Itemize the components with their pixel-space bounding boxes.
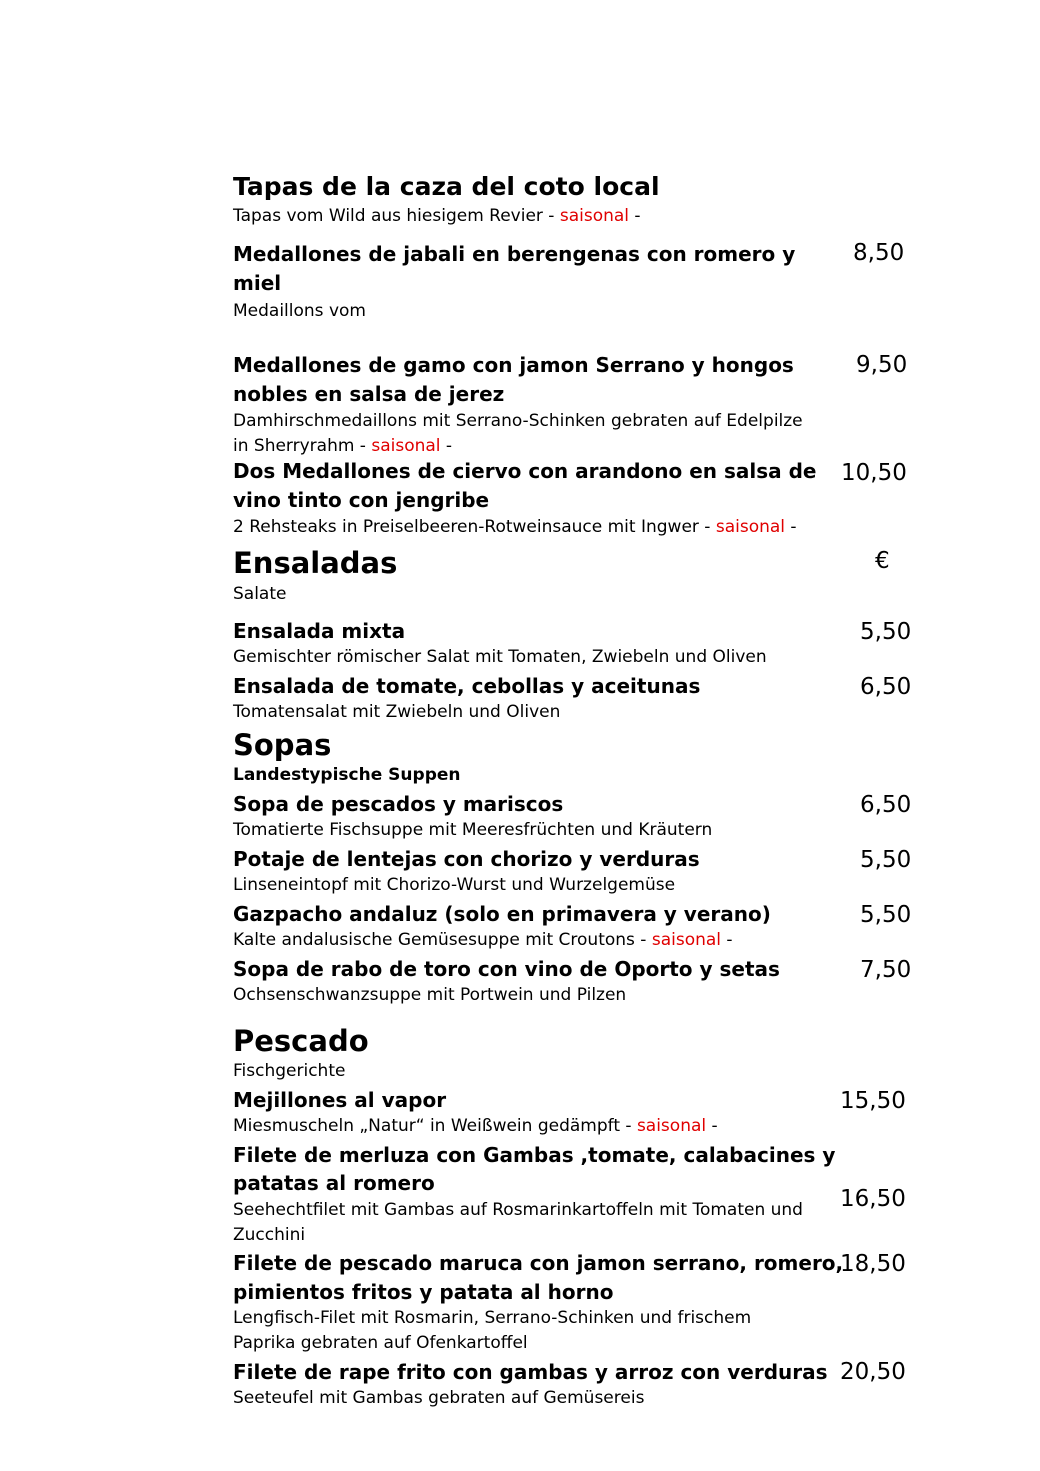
dish-price: 5,50 xyxy=(860,902,912,928)
section-subtitle-ensaladas: Salate xyxy=(233,584,287,604)
dish-description: Kalte andalusische Gemüsesuppe mit Croutons - saisonal - xyxy=(233,930,733,950)
dish-name-line2: pimientos fritos y patata al horno xyxy=(233,1280,614,1304)
dish-price: 9,50 xyxy=(856,352,908,378)
seasonal-label: saisonal xyxy=(371,436,441,456)
dish-name-line2: miel xyxy=(233,271,282,295)
dish-name-line2: patatas al romero xyxy=(233,1171,435,1195)
dish-price: 10,50 xyxy=(841,460,907,486)
section-subtitle-sopas: Landestypische Suppen xyxy=(233,765,461,785)
dish-description: Damhirschmedaillons mit Serrano-Schinken gebraten auf Edelpilze xyxy=(233,411,803,431)
dish-description: Ochsenschwanzsuppe mit Portwein und Pilzen xyxy=(233,985,627,1005)
dish-description: 2 Rehsteaks in Preiselbeeren-Rotweinsauce mit Ingwer - saisonal - xyxy=(233,517,797,537)
currency-label: € xyxy=(875,548,890,574)
dish-name: Medallones de jabali en berengenas con romero y xyxy=(233,242,796,266)
dish-description: Medaillons vom xyxy=(233,301,366,321)
dish-price: 5,50 xyxy=(860,847,912,873)
dish-name: Gazpacho andaluz (solo en primavera y verano) xyxy=(233,902,771,926)
dish-description: Tomatensalat mit Zwiebeln und Oliven xyxy=(233,702,561,722)
dish-price: 8,50 xyxy=(853,240,905,266)
dish-name: Potaje de lentejas con chorizo y verduras xyxy=(233,847,700,871)
dish-name: Ensalada de tomate, cebollas y aceitunas xyxy=(233,674,701,698)
section-title-ensaladas: Ensaladas xyxy=(233,546,398,580)
seasonal-label: saisonal xyxy=(636,1116,707,1136)
dish-name: Ensalada mixta xyxy=(233,619,406,643)
section-title-tapas: Tapas de la caza del coto local xyxy=(233,172,660,201)
dish-price: 20,50 xyxy=(840,1359,906,1385)
dish-price: 5,50 xyxy=(860,619,912,645)
dish-name-line2: nobles en salsa de jerez xyxy=(233,382,505,406)
dish-name: Filete de merluza con Gambas ,tomate, calabacines y xyxy=(233,1143,836,1167)
section-subtitle-pescado: Fischgerichte xyxy=(233,1061,346,1081)
dish-description: Lengfisch-Filet mit Rosmarin, Serrano-Schinken und frischem xyxy=(233,1308,752,1328)
dish-name-line2: vino tinto con jengribe xyxy=(233,488,490,512)
seasonal-label: saisonal xyxy=(559,206,630,226)
dish-description-line2: in Sherryrahm - saisonal - xyxy=(233,436,453,456)
dish-description: Linseneintopf mit Chorizo-Wurst und Wurzelgemüse xyxy=(233,875,676,895)
dish-price: 16,50 xyxy=(840,1186,906,1212)
dish-name: Medallones de gamo con jamon Serrano y hongos xyxy=(233,353,794,377)
dish-description: Miesmuscheln „Natur“ in Weißwein gedämpft - saisonal - xyxy=(233,1116,718,1136)
dish-description: Gemischter römischer Salat mit Tomaten, Zwiebeln und Oliven xyxy=(233,647,767,667)
dish-name: Sopa de rabo de toro con vino de Oporto y setas xyxy=(233,957,780,981)
dish-name: Filete de pescado maruca con jamon serrano, romero, xyxy=(233,1251,844,1275)
dish-name: Dos Medallones de ciervo con arandono en salsa de xyxy=(233,459,817,483)
section-title-pescado: Pescado xyxy=(233,1024,369,1058)
dish-name: Sopa de pescados y mariscos xyxy=(233,792,564,816)
dish-price: 6,50 xyxy=(860,792,912,818)
dish-description: Tomatierte Fischsuppe mit Meeresfrüchten und Kräutern xyxy=(233,820,713,840)
dish-description: Seeteufel mit Gambas gebraten auf Gemüsereis xyxy=(233,1388,645,1408)
dish-description-line2: Zucchini xyxy=(233,1225,306,1245)
seasonal-label: saisonal xyxy=(651,930,722,950)
dish-name: Filete de rape frito con gambas y arroz con verduras xyxy=(233,1360,828,1384)
seasonal-label: saisonal xyxy=(715,517,786,537)
dish-description-line2: Paprika gebraten auf Ofenkartoffel xyxy=(233,1333,528,1353)
dish-price: 15,50 xyxy=(840,1088,906,1114)
dish-description: Seehechtfilet mit Gambas auf Rosmarinkartoffeln mit Tomaten und xyxy=(233,1200,803,1220)
section-title-sopas: Sopas xyxy=(233,728,332,762)
dish-price: 18,50 xyxy=(840,1251,906,1277)
dish-price: 7,50 xyxy=(860,957,912,983)
dish-price: 6,50 xyxy=(860,674,912,700)
dish-name: Mejillones al vapor xyxy=(233,1088,447,1112)
section-subtitle-tapas: Tapas vom Wild aus hiesigem Revier - saisonal - xyxy=(233,206,641,226)
